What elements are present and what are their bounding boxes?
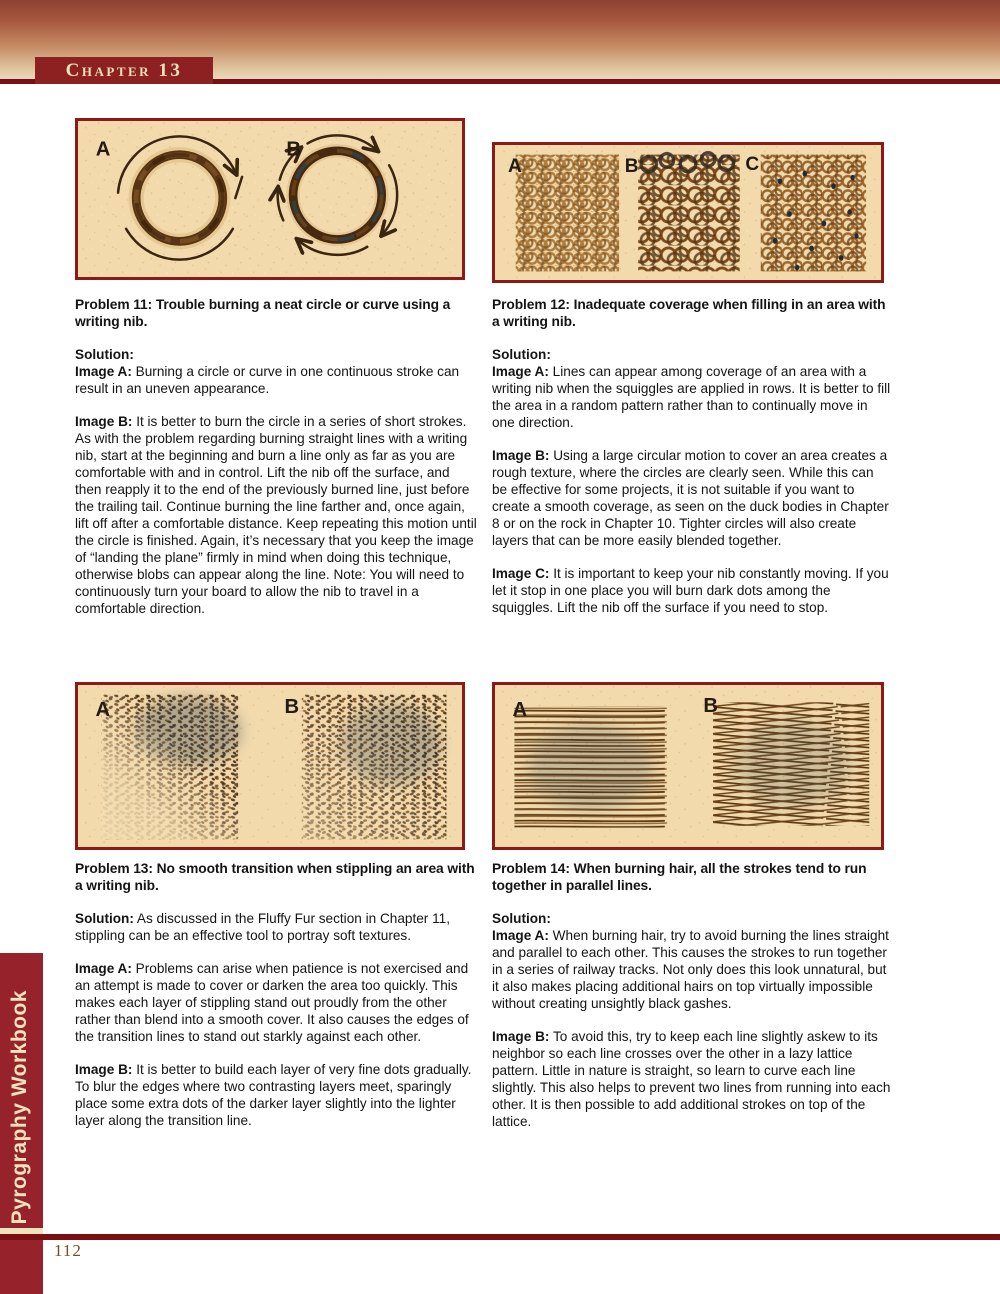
- solution-paragraph: Image A: When burning hair, try to avoid burning the lines straight and parallel to each other. This causes the strokes to run together in a series of railway tracks. Not only does this look unnatural, but it also makes placing additional hairs on top virtually impossible without creating unsightly black gashes.: [492, 928, 889, 1011]
- solution-text: [492, 910, 892, 1130]
- squiggle-square-b: [638, 153, 739, 272]
- figure-label: B: [286, 138, 301, 161]
- page-number: 112: [54, 1241, 82, 1260]
- solution-text: [492, 346, 892, 616]
- paragraph-lead: Image B:: [75, 1062, 133, 1077]
- figure-problem-12: [492, 142, 884, 283]
- figure-label: A: [512, 698, 528, 721]
- paragraph-lead: Image C:: [492, 566, 550, 581]
- paragraph-lead: Image B:: [492, 448, 550, 463]
- lattice-hair-square-b: [713, 702, 869, 825]
- stipple-square-b: [302, 695, 447, 840]
- solution-paragraph: Image A: Problems can arise when patience is not exercised and an attempt is made to cover or darken the area too quickly. This makes each layer of stippling stand out proudly from the other rather than blend into a smooth cover. It also causes the edges of the transition lines to stand out starkly against each other.: [75, 961, 469, 1044]
- solution-paragraph: Image C: It is important to keep your nib constantly moving. If you let it stop in one place you will burn dark dots among the squiggles. Lift the nib off the surface if you need to stop.: [492, 566, 889, 615]
- problem-heading: Problem 13: No smooth transition when stippling an area with a writing nib.: [75, 861, 475, 893]
- squiggle-square-a: [516, 155, 619, 272]
- problem-14-text: [492, 860, 892, 1130]
- solution-paragraph: Image B: To avoid this, try to keep each line slightly askew to its neighbor so each line crosses over the other in a lazy lattice pattern. Little in nature is straight, so learn to curve each line slightly. This also helps to prevent two lines from running into each other. It is then possible to add additional strokes on top of the lattice.: [492, 1029, 891, 1129]
- problem-13-text: [75, 860, 477, 1129]
- solution-paragraph: Image A: Burning a circle or curve in one continuous stroke can result in an uneven appearance.: [75, 364, 460, 396]
- figure-label: B: [624, 155, 639, 177]
- figure-label: C: [745, 153, 760, 175]
- solution-paragraph: [492, 346, 892, 363]
- solution-text: [75, 346, 477, 617]
- figure-problem-14: [492, 682, 884, 850]
- paragraph-lead: Solution:: [75, 347, 134, 362]
- problem-11-text: [75, 296, 477, 617]
- problem-heading: Problem 12: Inadequate coverage when filling in an area with a writing nib.: [492, 297, 886, 329]
- chapter-title: Chapter 13: [65, 59, 183, 81]
- solution-paragraph: [492, 910, 892, 927]
- figure-problem-11: [75, 118, 465, 280]
- paragraph-lead: Solution:: [75, 911, 134, 926]
- paragraph-lead: Image B:: [75, 414, 133, 429]
- stipple-square-a: [101, 695, 241, 840]
- problem-12-text: [492, 296, 892, 616]
- problem-heading: Problem 11: Trouble burning a neat circle or curve using a writing nib.: [75, 297, 451, 329]
- solution-text: [75, 910, 477, 1129]
- squiggle-diagram: [495, 145, 881, 280]
- paragraph-lead: Image B:: [492, 1029, 550, 1044]
- paragraph-lead: Image A:: [492, 364, 549, 379]
- paragraph-lead: Image A:: [492, 928, 549, 943]
- solution-paragraph: Image B: It is better to burn the circle in a series of short strokes. As with the problem regarding burning straight lines with a writing nib, start at the beginning and burn a line only as far as you are comfortable with and in control. Lift the nib off the surface, and then reapply it to the end of the previously burned line, just before the trailing tail. Continue burning the line farther and, once again, lift off after a comfortable distance. Keep repeating this motion until the circle is finished. Again, it’s necessary that you keep the image of “landing the plane” firmly in mind when doing this technique, otherwise blobs can appear along the line. Note: You will need to continuously turn your board to allow the nib to travel in a comfortable direction.: [75, 414, 477, 616]
- figure-label: B: [284, 695, 300, 718]
- figure-label: A: [95, 698, 111, 721]
- footer-rule: [0, 1234, 1000, 1240]
- sidebar-title: Pyrography Workbook: [8, 990, 31, 1225]
- stipple-diagram: [78, 685, 462, 847]
- solution-paragraph: [75, 346, 477, 363]
- solution-paragraph: Image B: Using a large circular motion to cover an area creates a rough texture, where the circles are clearly seen. While this can be effective for some projects, it is not suitable if you want to create a smooth coverage, as seen on the duck bodies in Chapter 8 or on the rock in Chapter 10. Tighter circles will also create layers that can be more easily blended together.: [492, 448, 889, 548]
- figure-label: A: [508, 155, 522, 177]
- parallel-hair-square-a: [514, 706, 666, 828]
- chapter-box: [35, 57, 213, 84]
- figure-problem-13: [75, 682, 465, 850]
- paragraph-lead: Solution:: [492, 911, 551, 926]
- paragraph-lead: Image A:: [75, 961, 132, 976]
- paragraph-lead: Solution:: [492, 347, 551, 362]
- solution-paragraph: Solution: As discussed in the Fluffy Fur section in Chapter 11, stippling can be an effective tool to portray soft textures.: [75, 911, 450, 943]
- squiggle-square-c: [761, 155, 866, 272]
- figure-label: A: [95, 138, 111, 161]
- figure-label: B: [703, 695, 719, 717]
- circles-diagram: [78, 121, 462, 277]
- hair-strokes-diagram: [495, 685, 881, 847]
- problem-heading: Problem 14: When burning hair, all the strokes tend to run together in parallel lines.: [492, 861, 867, 893]
- solution-paragraph: Image B: It is better to build each layer of very fine dots gradually. To blur the edges where two contrasting layers meet, sparingly place some extra dots of the darker layer slightly into the lighter layer along the transition line.: [75, 1062, 472, 1128]
- paragraph-lead: Image A:: [75, 364, 132, 379]
- solution-paragraph: Image A: Lines can appear among coverage of an area with a writing nib when the squiggles are applied in rows. It is better to fill the area in a random pattern rather than to continually move in one direction.: [492, 364, 891, 430]
